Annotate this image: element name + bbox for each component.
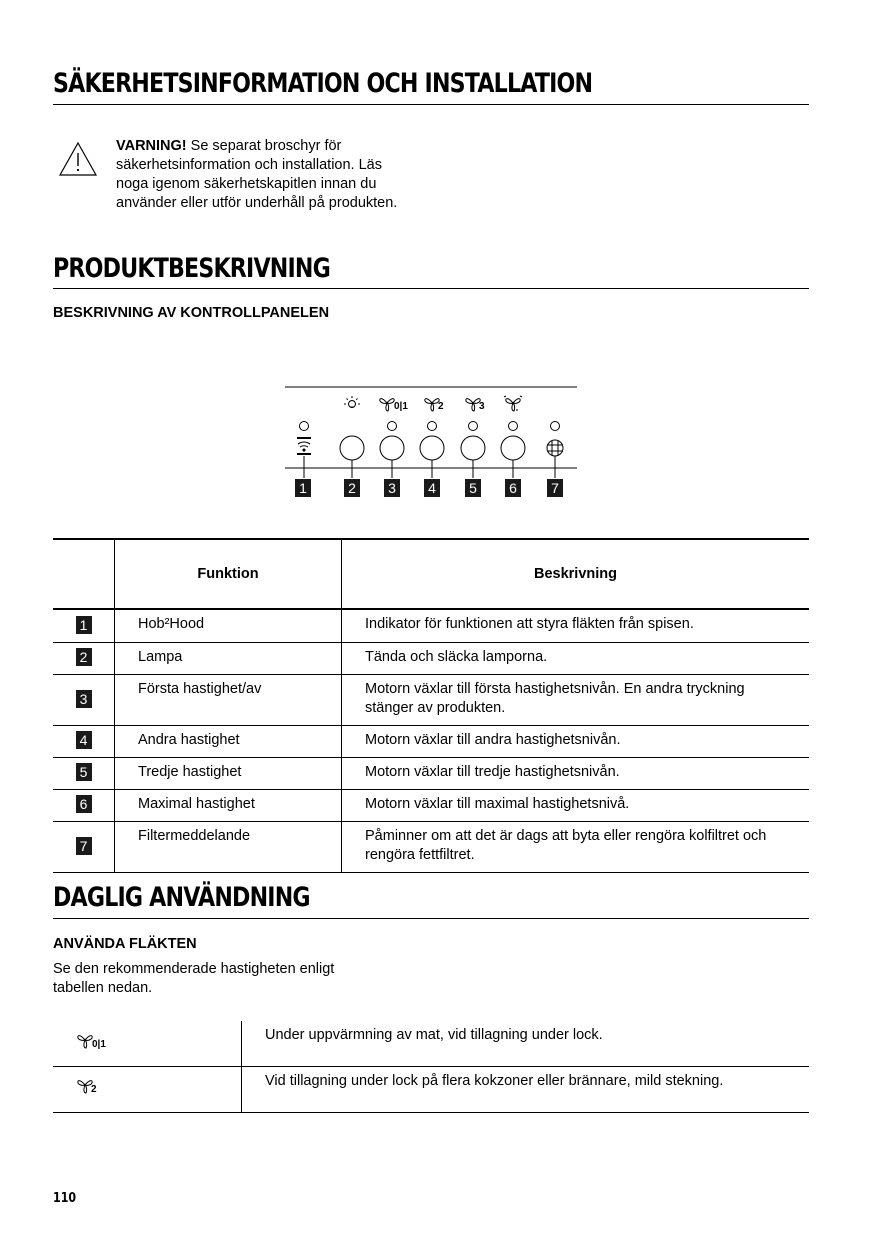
callout-2: 2 — [344, 479, 360, 497]
row-number-cell — [53, 609, 115, 642]
row-number-badge: 6 — [76, 795, 92, 813]
row-number-badge: 1 — [76, 616, 92, 634]
section-rule — [53, 104, 809, 105]
speed-description: Vid tillagning under lock på flera kokzoner eller brännare, mild stekning. — [242, 1067, 810, 1113]
callout-3: 3 — [384, 479, 400, 497]
speed-icon-cell — [53, 1067, 242, 1113]
table-row — [53, 1021, 809, 1067]
header-description: Beskrivning — [342, 539, 810, 609]
speed-icon-cell — [53, 1021, 242, 1067]
fan-speed-1-icon — [378, 395, 418, 415]
row-function: Maximal hastighet — [115, 789, 342, 821]
header-function: Funktion — [115, 539, 342, 609]
speed-description: Under uppvärmning av mat, vid tillagning under lock. — [242, 1021, 810, 1067]
callout-4: 4 — [424, 479, 440, 497]
section-rule — [53, 918, 809, 919]
row-function: Filtermeddelande — [115, 821, 342, 872]
table-row — [53, 789, 809, 821]
warning-body: Se separat broschyr för säkerhetsinformation och installation. Läs noga igenom säkerhetskapitlen innan du använder eller utför underhåll på produkten. — [116, 138, 398, 211]
warning-label: VARNING! — [116, 138, 187, 154]
row-number-cell — [53, 789, 115, 821]
section-title-product: PRODUKTBESKRIVNING — [53, 253, 330, 284]
table-row — [53, 725, 809, 757]
fan-speed-2-icon — [76, 1077, 126, 1097]
fan-speed-sub: 0|1 — [92, 1039, 106, 1050]
row-description: Motorn växlar till maximal hastighetsnivå. — [342, 789, 810, 821]
row-description: Indikator för funktionen att styra fläkten från spisen. — [342, 609, 810, 642]
row-description: Motorn växlar till andra hastighetsnivån. — [342, 725, 810, 757]
fan-speed-sub: 2 — [438, 401, 444, 412]
speed-table — [53, 1021, 809, 1113]
subsection-title-control-panel: BESKRIVNING AV KONTROLLPANELEN — [53, 305, 330, 321]
fan-speed-sub: 2 — [91, 1084, 97, 1095]
fan-intro-text: Se den rekommenderade hastigheten enligt tabellen nedan. — [53, 961, 335, 996]
row-function: Första hastighet/av — [115, 674, 342, 725]
section-title-safety: SÄKERHETSINFORMATION OCH INSTALLATION — [53, 68, 593, 99]
function-table — [53, 538, 809, 873]
row-description: Motorn växlar till tredje hastighetsnivån. — [342, 757, 810, 789]
section-rule — [53, 288, 809, 289]
control-panel-diagram — [280, 384, 580, 504]
hob2hood-icon — [297, 438, 311, 454]
row-description: Påminner om att det är dags att byta eller rengöra kolfiltret och rengöra fettfiltret. — [342, 821, 810, 872]
table-row — [53, 609, 809, 642]
row-number-badge: 5 — [76, 763, 92, 781]
filter-grid-icon — [547, 440, 563, 456]
row-number-cell — [53, 674, 115, 725]
callout-5: 5 — [465, 479, 481, 497]
warning-triangle-icon — [58, 141, 98, 177]
row-number-cell — [53, 725, 115, 757]
header-number — [53, 539, 115, 609]
subsection-title-using-fan: ANVÄNDA FLÄKTEN — [53, 936, 197, 952]
row-function: Lampa — [115, 642, 342, 674]
callout-7: 7 — [547, 479, 563, 497]
row-number-badge: 2 — [76, 648, 92, 666]
callout-1: 1 — [295, 479, 311, 497]
fan-speed-sub: 0|1 — [394, 401, 408, 412]
row-number-badge: 4 — [76, 731, 92, 749]
row-number-cell — [53, 642, 115, 674]
table-row — [53, 642, 809, 674]
row-number-cell — [53, 821, 115, 872]
row-function: Hob²Hood — [115, 609, 342, 642]
table-row — [53, 757, 809, 789]
table-row — [53, 821, 809, 872]
row-number-badge: 3 — [76, 690, 92, 708]
section-title-daily-use: DAGLIG ANVÄNDNING — [53, 882, 310, 913]
row-function: Andra hastighet — [115, 725, 342, 757]
fan-speed-3-icon — [464, 395, 494, 415]
fan-max-icon — [504, 396, 522, 411]
page-number: 110 — [53, 1191, 77, 1206]
callout-6: 6 — [505, 479, 521, 497]
warning-text — [116, 137, 416, 213]
row-description: Motorn växlar till första hastighetsnivån. En andra tryckning stänger av produkten. — [342, 674, 810, 725]
buttons — [340, 436, 525, 460]
row-function: Tredje hastighet — [115, 757, 342, 789]
table-header-row — [53, 539, 809, 609]
indicator-leds — [300, 422, 560, 431]
row-number-badge: 7 — [76, 837, 92, 855]
table-row — [53, 1067, 809, 1113]
lamp-icon — [344, 396, 360, 408]
fan-speed-1-icon — [76, 1032, 126, 1052]
table-row — [53, 674, 809, 725]
row-number-cell — [53, 757, 115, 789]
fan-speed-2-icon — [423, 395, 453, 415]
row-description: Tända och släcka lamporna. — [342, 642, 810, 674]
fan-speed-sub: 3 — [479, 401, 485, 412]
